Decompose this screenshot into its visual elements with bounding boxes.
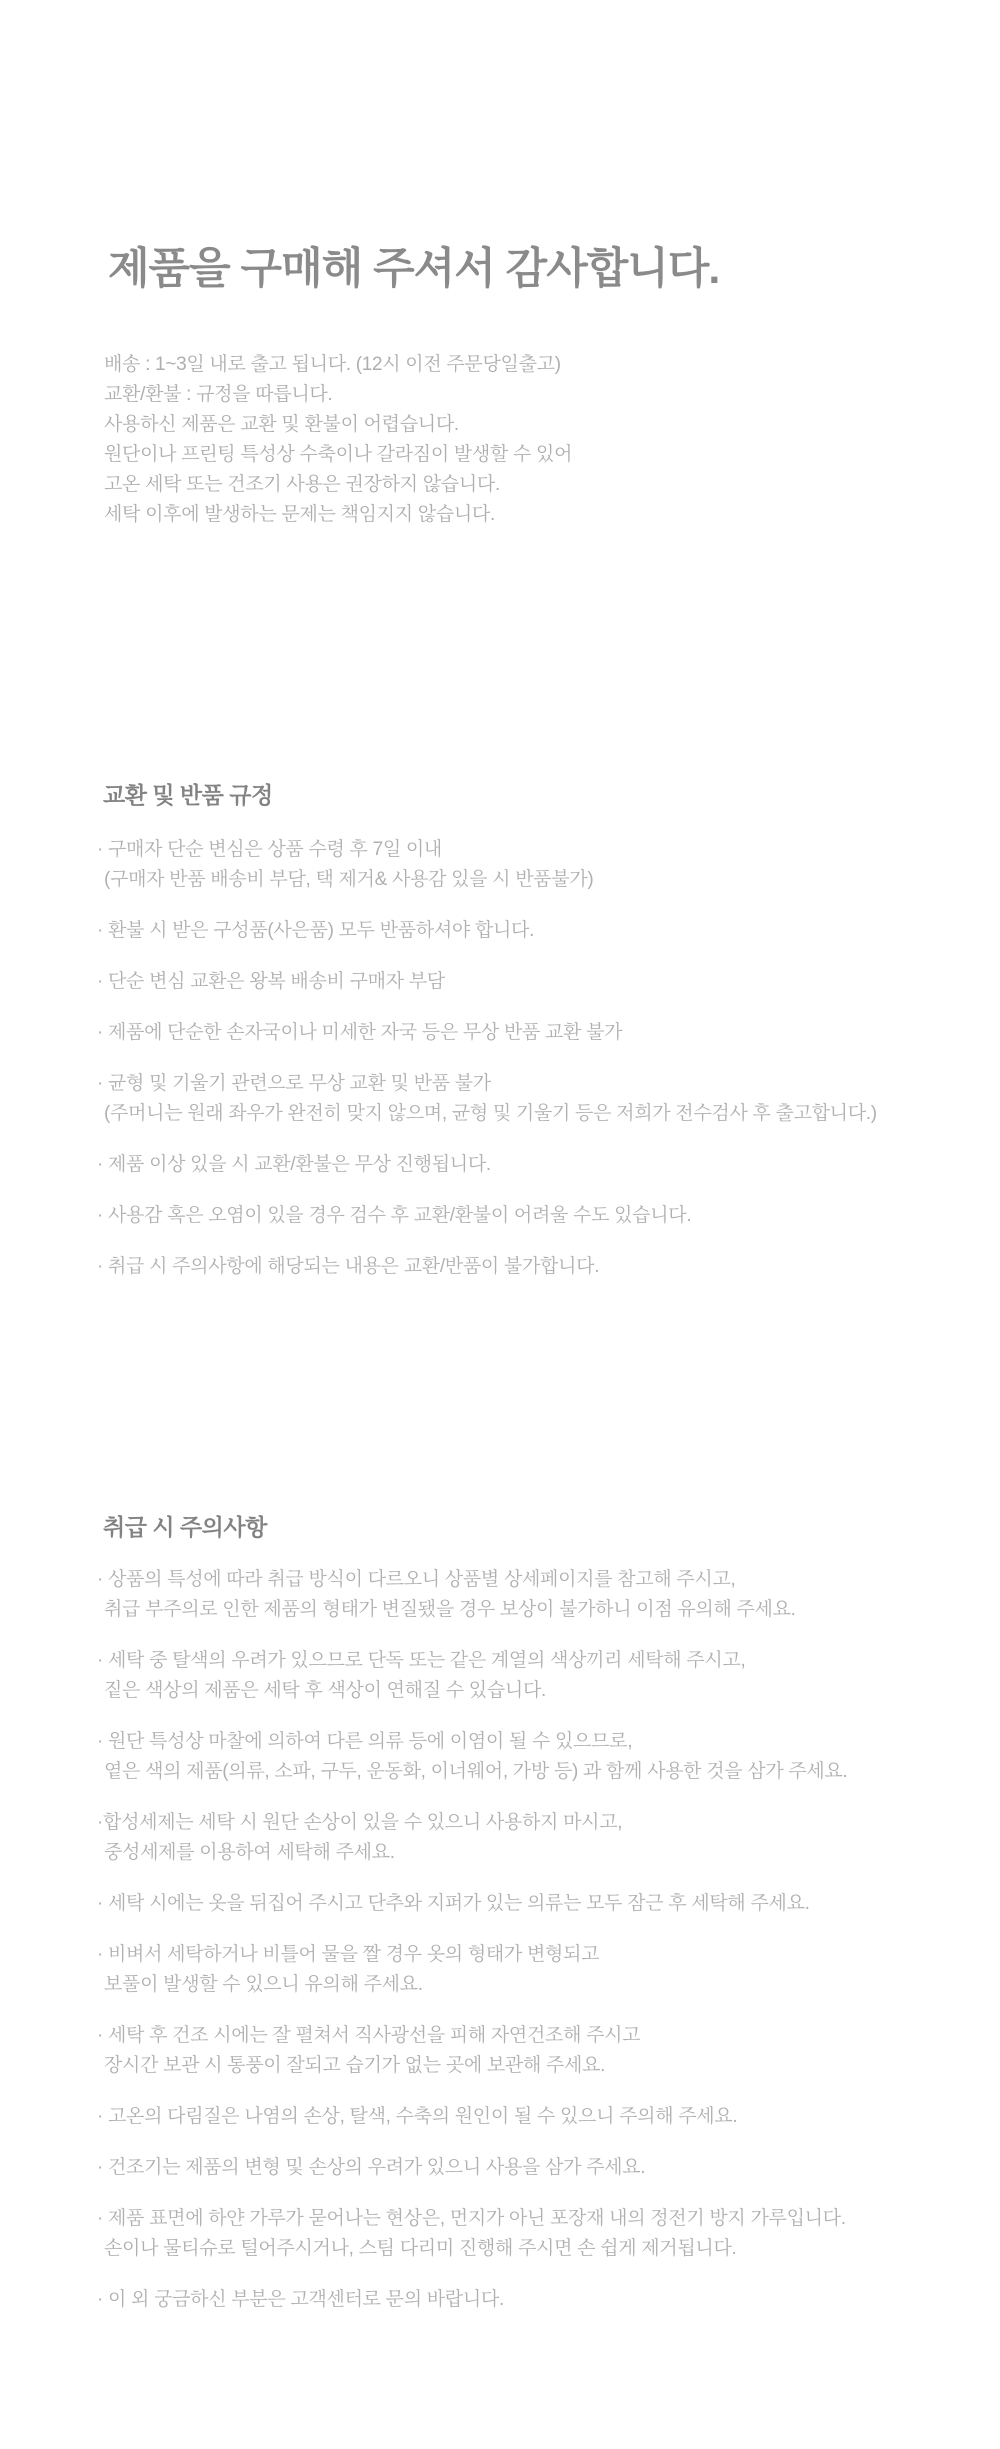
care-line: · 세탁 시에는 옷을 뒤집어 주시고 단추와 지퍼가 있는 의류는 모두 잠근 후 세탁해 주세요. xyxy=(97,1893,810,1914)
care-line-continued: 취급 부주의로 인한 제품의 형태가 변질됐을 경우 보상이 불가하니 이점 유의해 주세요. xyxy=(104,1599,796,1620)
exchange-return-policy-list xyxy=(97,835,1000,1282)
policy-line: · 사용감 혹은 오염이 있을 경우 검수 후 교환/환불이 어려울 수도 있습니다. xyxy=(97,1205,692,1226)
shipping-info-line: 배송 : 1~3일 내로 출고 됩니다. (12시 이전 주문당일출고) xyxy=(104,354,561,375)
policy-item xyxy=(97,1018,1000,1048)
care-line-continued: 장시간 보관 시 통풍이 잘되고 습기가 없는 곳에 보관해 주세요. xyxy=(104,2055,606,2076)
shipping-info-line: 고온 세탁 또는 건조기 사용은 권장하지 않습니다. xyxy=(104,474,500,495)
care-line: · 세탁 중 탈색의 우려가 있으므로 단독 또는 같은 계열의 색상끼리 세탁해 주시고, xyxy=(97,1650,746,1671)
policy-item xyxy=(97,916,1000,946)
policy-item xyxy=(97,835,1000,895)
section-heading-care-instructions: 취급 시 주의사항 xyxy=(103,1514,267,1540)
care-line: · 건조기는 제품의 변형 및 손상의 우려가 있으니 사용을 삼가 주세요. xyxy=(97,2157,646,2178)
care-item xyxy=(97,2102,1000,2132)
shipping-info-line: 원단이나 프린팅 특성상 수축이나 갈라짐이 발생할 수 있어 xyxy=(104,444,573,465)
policy-line-continued: (주머니는 원래 좌우가 완전히 맞지 않으며, 균형 및 기울기 등은 저희가 전수검사 후 출고합니다.) xyxy=(104,1103,877,1124)
shipping-info-block xyxy=(97,350,1000,530)
care-item xyxy=(97,1889,1000,1919)
care-line: · 세탁 후 건조 시에는 잘 펼쳐서 직사광선을 피해 자연건조해 주시고 xyxy=(97,2025,641,2046)
care-item xyxy=(97,1940,1000,2000)
care-item xyxy=(97,2021,1000,2081)
policy-line: · 환불 시 받은 구성품(사은품) 모두 반품하셔야 합니다. xyxy=(97,920,535,941)
care-item xyxy=(97,1808,1000,1868)
care-line-continued: 중성세제를 이용하여 세탁해 주세요. xyxy=(104,1842,395,1863)
care-line: · 고온의 다림질은 나염의 손상, 탈색, 수축의 원인이 될 수 있으니 주의해 주세요. xyxy=(97,2106,738,2127)
policy-item xyxy=(97,1069,1000,1129)
policy-line: · 제품 이상 있을 시 교환/환불은 무상 진행됩니다. xyxy=(97,1154,491,1175)
policy-line: · 취급 시 주의사항에 해당되는 내용은 교환/반품이 불가합니다. xyxy=(97,1256,600,1277)
care-line: · 제품 표면에 하얀 가루가 묻어나는 현상은, 먼지가 아닌 포장재 내의 정전기 방지 가루입니다. xyxy=(97,2208,846,2229)
policy-item xyxy=(97,967,1000,997)
policy-item xyxy=(97,1150,1000,1180)
care-item xyxy=(97,2204,1000,2264)
care-line: · 상품의 특성에 따라 취급 방식이 다르오니 상품별 상세페이지를 참고해 주시고, xyxy=(97,1569,736,1590)
care-item xyxy=(97,1646,1000,1706)
care-item xyxy=(97,1727,1000,1787)
shipping-info-line: 사용하신 제품은 교환 및 환불이 어렵습니다. xyxy=(104,414,459,435)
care-line-continued: 손이나 물티슈로 털어주시거나, 스팀 다리미 진행해 주시면 손 쉽게 제거됩니다. xyxy=(104,2238,737,2259)
section-heading-exchange-return-policy: 교환 및 반품 규정 xyxy=(103,782,273,808)
care-line-continued: 짙은 색상의 제품은 세탁 후 색상이 연해질 수 있습니다. xyxy=(104,1680,546,1701)
care-line: ·합성세제는 세탁 시 원단 손상이 있을 수 있으니 사용하지 마시고, xyxy=(97,1812,623,1833)
policy-item xyxy=(97,1252,1000,1282)
care-instructions-list xyxy=(97,1565,1000,2315)
policy-line-continued: (구매자 반품 배송비 부담, 택 제거& 사용감 있을 시 반품불가) xyxy=(104,869,594,890)
care-item xyxy=(97,2285,1000,2315)
shipping-info-line: 교환/환불 : 규정을 따릅니다. xyxy=(104,384,333,405)
care-line: · 비벼서 세탁하거나 비틀어 물을 짤 경우 옷의 형태가 변형되고 xyxy=(97,1944,600,1965)
policy-line: · 구매자 단순 변심은 상품 수령 후 7일 이내 xyxy=(97,839,442,860)
policy-line: · 단순 변심 교환은 왕복 배송비 구매자 부담 xyxy=(97,971,445,992)
care-line-continued: 보풀이 발생할 수 있으니 유의해 주세요. xyxy=(104,1974,423,1995)
policy-line: · 제품에 단순한 손자국이나 미세한 자국 등은 무상 반품 교환 불가 xyxy=(97,1022,623,1043)
care-line: · 원단 특성상 마찰에 의하여 다른 의류 등에 이염이 될 수 있으므로, xyxy=(97,1731,633,1752)
policy-line: · 균형 및 기울기 관련으로 무상 교환 및 반품 불가 xyxy=(97,1073,491,1094)
page-title: 제품을 구매해 주셔서 감사합니다. xyxy=(108,245,720,293)
shipping-info-line: 세탁 이후에 발생하는 문제는 책임지지 않습니다. xyxy=(104,504,495,525)
care-line: · 이 외 궁금하신 부분은 고객센터로 문의 바랍니다. xyxy=(97,2289,504,2310)
care-item xyxy=(97,2153,1000,2183)
care-item xyxy=(97,1565,1000,1625)
policy-item xyxy=(97,1201,1000,1231)
care-line-continued: 옅은 색의 제품(의류, 소파, 구두, 운동화, 이너웨어, 가방 등) 과 함께 사용한 것을 삼가 주세요. xyxy=(104,1761,848,1782)
